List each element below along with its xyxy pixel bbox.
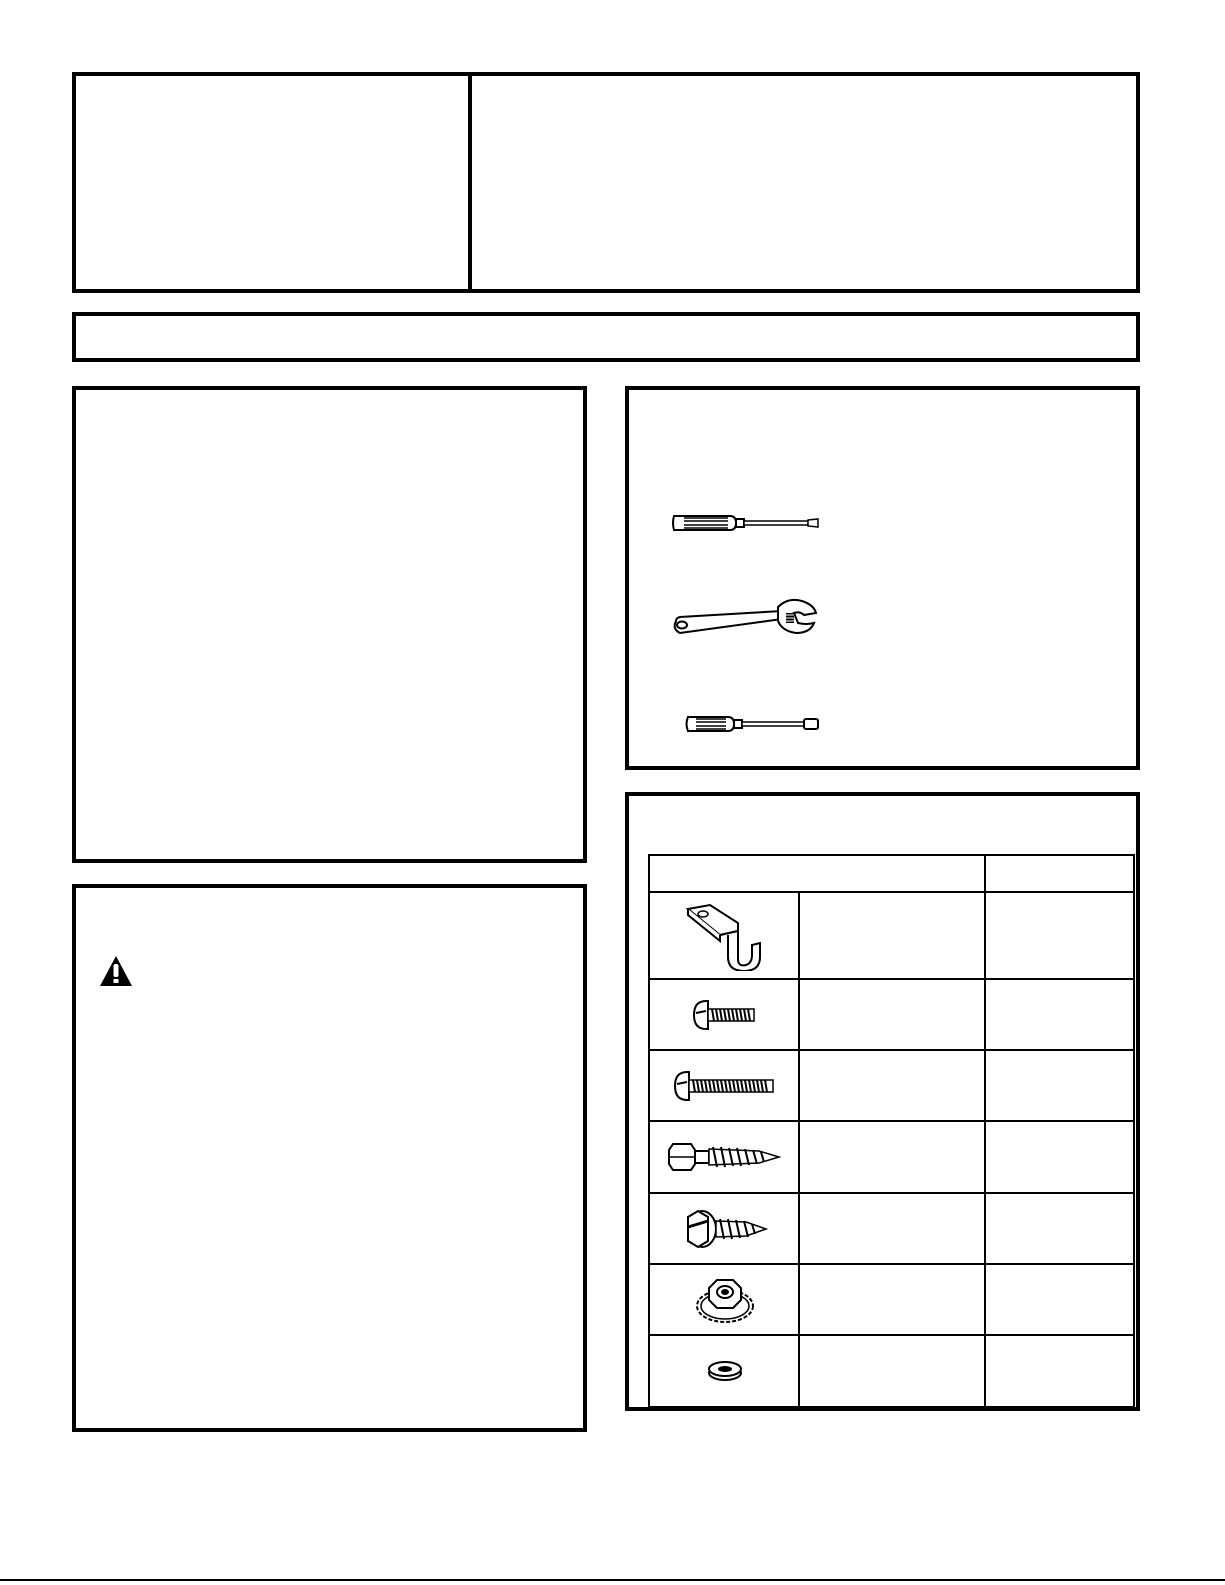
table-row: [650, 1194, 1133, 1265]
short-slotted-screw-icon: [690, 997, 760, 1033]
table-row: [650, 1265, 1133, 1336]
table-row: [650, 1336, 1133, 1406]
table-row: [650, 893, 1133, 980]
table-row: [650, 980, 1133, 1051]
hex-washer-head-screw-icon: [680, 1207, 770, 1251]
table-row: [650, 1122, 1133, 1194]
anti-tip-bracket-icon: [680, 901, 770, 971]
title-block-divider: [468, 72, 472, 293]
safety-panel: [72, 884, 587, 1432]
adjustable-wrench-icon: [670, 593, 822, 643]
spacer-washer-icon: [705, 1359, 745, 1383]
nut-driver-icon: [684, 710, 824, 738]
table-row: [650, 1051, 1133, 1122]
long-slotted-screw-icon: [671, 1068, 779, 1104]
parts-table-header: [650, 856, 1133, 893]
kep-nut-icon: [693, 1272, 757, 1328]
warning-triangle-icon: [98, 954, 134, 988]
info-panel: [72, 386, 587, 863]
hex-lag-screw-icon: [667, 1138, 783, 1176]
flat-screwdriver-icon: [670, 508, 822, 538]
title-block: [72, 72, 1140, 293]
page-bottom-rule: [0, 1579, 1225, 1581]
parts-table: [648, 854, 1135, 1408]
section-banner: [72, 312, 1140, 362]
